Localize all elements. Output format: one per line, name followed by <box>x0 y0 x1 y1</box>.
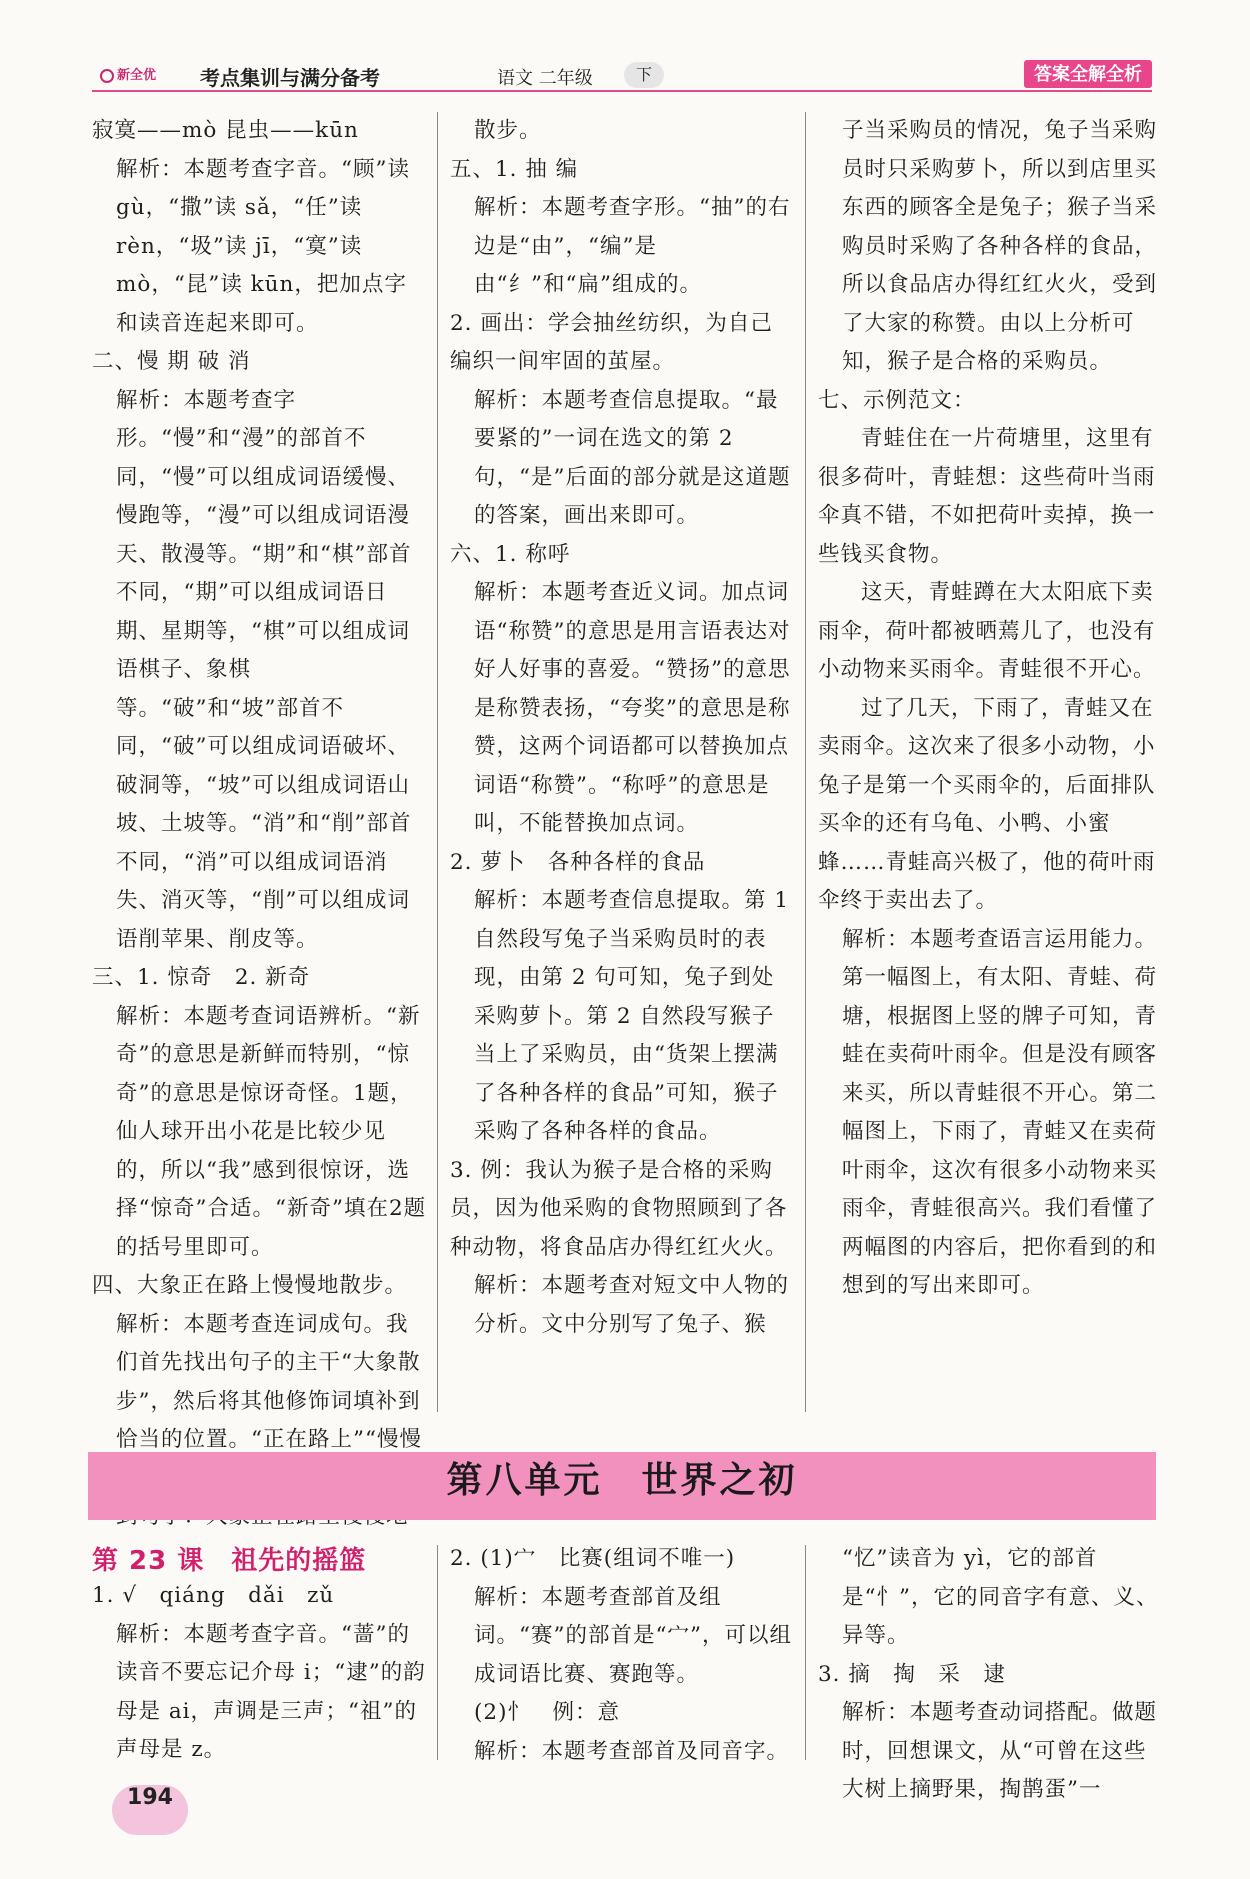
question-answer: 2. 画出：学会抽丝纺织，为自己编织一间牢固的茧屋。 <box>450 310 773 374</box>
question-answer: (2)忄 例：意 <box>474 1700 620 1725</box>
essay-paragraph: 这天，青蛙蹲在大太阳底下卖雨伞，荷叶都被晒蔫儿了，也没有小动物来买雨伞。青蛙很不开心。 <box>818 580 1156 682</box>
analysis-text: 解析：本题考查词语辨析。“新奇”的意思是新鲜而特别，“惊奇”的意思是惊讶奇怪。1题，仙人球开出小花是比较少见的，所以“我”感到很惊讶，选择“惊奇”合适。“新奇”填在2题的括号里即可。 <box>116 1003 427 1260</box>
question-answer: 五、1. 抽 编 <box>450 156 579 182</box>
lower-column-1 <box>92 1540 427 1770</box>
subject-grade: 语文 二年级 <box>497 68 593 89</box>
question-answer: 2. (1)宀 比赛(组词不唯一) <box>450 1546 736 1571</box>
analysis-text: 解析：本题考查对短文中人物的分析。文中分别写了兔子、猴 <box>474 1273 790 1337</box>
analysis-text: 解析：本题考查连词成句。我们首先找出句子的主干“大象散步”，然后将其他修饰词填补到恰当的位置。“正在路上”“慢慢 <box>116 1311 422 1452</box>
analysis-text: 解析：本题考查字形。“慢”和“漫”的部首不同，“慢”可以组成词语缓慢、慢跑等，“漫”可以组成词语漫天、散漫等。“期”和“棋”部首不同，“期”可以组成词语日期、星期等，“棋”可以组成词语棋子、象棋等。“破”和“坡”部首不同，“破”可以组成词语破坏、破洞等，“坡”可以组成词语山坡、土坡等。“消”和“削”部首不同，“消”可以组成词语消失、消灭等，“削”可以组成词语削苹果、削皮等。 <box>116 387 412 952</box>
analysis-text: 子当采购员的情况，兔子当采购员时只采购萝卜，所以到店里买东西的顾客全是兔子；猴子当采购员时采购了各种各样的食品，所以食品店办得红红火火，受到了大家的称赞。由以上分析可知，猴子是合格的采购员。 <box>842 118 1158 374</box>
analysis-text: 解析：本题考查部首及组词。“赛”的部首是“宀”，可以组成词语比赛、赛跑等。 <box>474 1584 792 1687</box>
analysis-text: 散步。 <box>474 118 542 143</box>
essay-paragraph: 过了几天，下雨了，青蛙又在卖雨伞。这次来了很多小动物，小兔子是第一个买雨伞的，后面排队买伞的还有乌龟、小鸭、小蜜蜂……青蛙高兴极了，他的荷叶雨伞终于卖出去了。 <box>818 695 1156 913</box>
essay-paragraph: 青蛙住在一片荷塘里，这里有很多荷叶，青蛙想：这些荷叶当雨伞真不错，不如把荷叶卖掉，换一些钱买食物。 <box>818 426 1156 567</box>
answer-line: 寂寞——mò 昆虫——kūn <box>92 118 359 143</box>
question-answer: 七、示例范文： <box>818 387 976 413</box>
unit-title: 第八单元 世界之初 <box>446 1460 798 1501</box>
analysis-text: 解析：本题考查近义词。加点词语“称赞”的意思是用言语表达对好人好事的喜爱。“赞扬”的意思是称赞表扬，“夸奖”的意思是称赞，这两个词语都可以替换加点词语“称赞”。“称呼”的意思是叫，不能替换加点词。 <box>474 580 791 836</box>
header-rule <box>92 90 1152 92</box>
analysis-text: 解析：本题考查信息提取。第 1 自然段写兔子当采购员时的表现，由第 2 句可知，兔子到处采购萝卜。第 2 自然段写猴子当上了采购员，由“货架上摆满了各种各样的食品”可知，猴子采购了各种各样的食品。 <box>474 888 790 1144</box>
brand-name: 新全优 <box>117 68 157 83</box>
analysis-text: 解析：本题考查部首及同音字。 <box>474 1738 790 1764</box>
column-divider <box>437 1545 438 1760</box>
analysis-text: 解析：本题考查信息提取。“最要紧的”一词在选文的第 2 句，“是”后面的部分就是这道题的答案，画出来即可。 <box>474 387 791 528</box>
column-2 <box>450 112 795 1344</box>
analysis-text: 解析：本题考查动词搭配。做题时，回想课文，从“可曾在这些大树上摘野果，掏鹊蛋”一 <box>842 1700 1158 1802</box>
analysis-text: 解析：本题考查字音。“顾”读gù，“撒”读 sǎ，“任”读 rèn，“圾”读 jī，“寞”读 mò，“昆”读 kūn，把加点字和读音连起来即可。 <box>116 156 410 336</box>
question-answer: 2. 萝卜 各种各样的食品 <box>450 849 706 875</box>
column-divider <box>805 112 806 1412</box>
lesson-title: 第 23 课 祖先的摇篮 <box>92 1546 367 1576</box>
question-answer: 四、大象正在路上慢慢地散步。 <box>92 1273 408 1298</box>
answer-badge: 答案全解全析 <box>1024 60 1152 88</box>
page-number: 194 <box>112 1785 188 1835</box>
question-answer: 三、1. 惊奇 2. 新奇 <box>92 965 311 990</box>
column-divider <box>437 112 438 1412</box>
column-divider <box>805 1545 806 1760</box>
column-3 <box>818 112 1163 1306</box>
column-1 <box>92 112 427 1537</box>
brand-logo <box>100 64 156 83</box>
book-title: 考点集训与满分备考 <box>200 66 380 90</box>
unit-banner <box>88 1452 1156 1520</box>
analysis-text: “忆”读音为 yì，它的部首是“忄”，它的同音字有意、义、异等。 <box>842 1546 1159 1648</box>
page-header <box>92 60 1152 92</box>
lower-column-3 <box>818 1540 1163 1810</box>
question-answer: 3. 例：我认为猴子是合格的采购员，因为他采购的食物照顾到了各种动物，将食品店办得红红火火。 <box>450 1157 788 1260</box>
question-answer: 二、慢 期 破 消 <box>92 349 251 374</box>
volume-badge: 下 <box>624 62 664 88</box>
lower-column-2 <box>450 1540 795 1771</box>
question-answer: 3. 摘 掏 采 逮 <box>818 1661 1006 1687</box>
question-answer: 六、1. 称呼 <box>450 541 571 567</box>
logo-icon <box>100 69 114 83</box>
analysis-text: 解析：本题考查语言运用能力。第一幅图上，有太阳、青蛙、荷塘，根据图上竖的牌子可知，青蛙在卖荷叶雨伞。但是没有顾客来买，所以青蛙很不开心。第二幅图上，下雨了，青蛙又在卖荷叶雨伞，这次有很多小动物来买雨伞，青蛙很高兴。我们看懂了两幅图的内容后，把你看到的和想到的写出来即可。 <box>842 926 1158 1298</box>
analysis-text: 解析：本题考查字音。“蔷”的读音不要忘记介母 i；“逮”的韵母是 ai，声调是三声；“祖”的声母是 z。 <box>116 1621 426 1762</box>
question-answer: 1. √ qiáng dǎi zǔ <box>92 1583 335 1608</box>
analysis-text: 解析：本题考查字形。“抽”的右边是“由”，“编”是由“纟”和“扁”组成的。 <box>474 195 791 297</box>
